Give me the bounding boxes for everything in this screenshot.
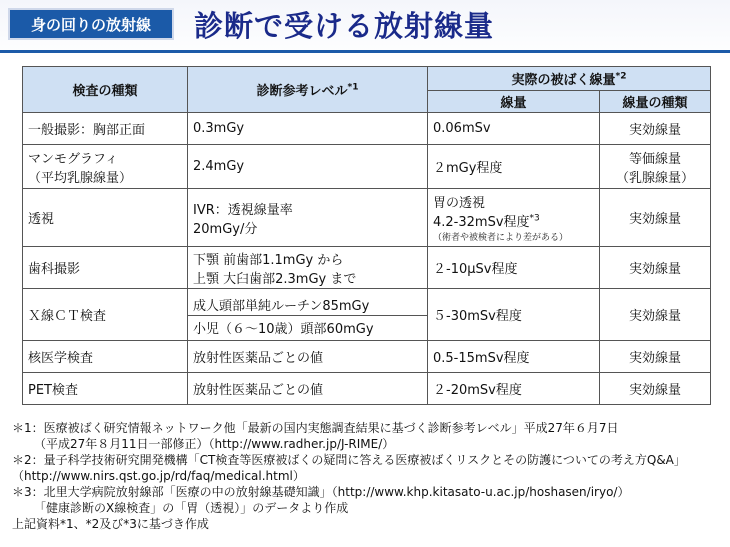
footnote-2: ＊2：量子科学技術研究開発機構「CT検査等医療被ばくの疑問に答える医療被ばくリスクとその防護についての考え方Q&A」（http://www.nirs.qst.go.jp/rd/faq/medical.html）	[12, 453, 686, 483]
cell-dose-type: 等価線量 （乳腺線量）	[600, 145, 711, 189]
cell-dose-type: 実効線量	[600, 289, 711, 341]
cell-dose: ２-10μSv程度	[428, 247, 600, 289]
table-row	[23, 289, 711, 341]
cell-reference: IVR：透視線量率 20mGy/分	[188, 189, 428, 247]
footnote-1-cont: （平成27年８月11日一部修正）（http://www.radher.jp/J-RIME/）	[34, 437, 395, 451]
cell-dose-type: 実効線量	[600, 373, 711, 405]
cell-exam-type: PET検査	[23, 373, 188, 405]
page-title: 診断で受ける放射線量	[194, 9, 495, 43]
table-row	[23, 189, 711, 247]
cell-exam-type: Ｘ線ＣＴ検査	[23, 289, 188, 341]
header-dose-type: 線量の種類	[600, 91, 711, 113]
header-reference-level: 診断参考レベル$^{*1}$	[188, 67, 428, 113]
cell-dose: 胃の透視 4.2-32mSv程度$^{*3}$ （術者や被検者により差がある）	[428, 189, 600, 247]
cell-dose-type: 実効線量	[600, 341, 711, 373]
category-tag: 身の回りの放射線	[8, 8, 174, 40]
dose-table	[22, 66, 711, 405]
cell-dose: 0.5-15mSv程度	[428, 341, 600, 373]
cell-dose: 0.06mSv	[428, 113, 600, 145]
cell-dose: ２-20mSv程度	[428, 373, 600, 405]
cell-dose: ５-30mSv程度	[428, 289, 600, 341]
footnote-1: ＊1：医療被ばく研究情報ネットワーク他「最新の国内実態調査結果に基づく診断参考レベル」平成27年６月7日	[12, 421, 619, 435]
cell-exam-type: 核医学検査	[23, 341, 188, 373]
cell-dose-type: 実効線量	[600, 189, 711, 247]
cell-exam-type: 透視	[23, 189, 188, 247]
table-row	[23, 145, 711, 189]
cell-exam-type: 歯科撮影	[23, 247, 188, 289]
cell-exam-type: 一般撮影：胸部正面	[23, 113, 188, 145]
footnote-3: ＊3：北里大学病院放射線部「医療の中の放射線基礎知識」（http://www.khp.kitasato-u.ac.jp/hoshasen/iryo/）	[12, 485, 630, 499]
cell-reference: 放射性医薬品ごとの値	[188, 373, 428, 405]
header-exam-type: 検査の種類	[23, 67, 188, 113]
footnotes	[12, 420, 724, 532]
table-row	[23, 247, 711, 289]
table-row	[23, 373, 711, 405]
cell-dose-type: 実効線量	[600, 247, 711, 289]
table-row	[23, 341, 711, 373]
cell-reference: 放射性医薬品ごとの値	[188, 341, 428, 373]
cell-reference: 成人頭部単純ルーチン85mGy 小児（６～10歳）頭部60mGy	[188, 289, 428, 341]
cell-dose-type: 実効線量	[600, 113, 711, 145]
cell-dose: ２mGy程度	[428, 145, 600, 189]
footnote-source: 上記資料*1、*2及び*3に基づき作成	[12, 517, 209, 531]
cell-reference: 下顎 前歯部1.1mGy から 上顎 大臼歯部2.3mGy まで	[188, 247, 428, 289]
table-header-row	[23, 67, 711, 91]
cell-reference: 2.4mGy	[188, 145, 428, 189]
header-actual-dose: 実際の被ばく線量$^{*2}$	[428, 67, 711, 91]
header-dose: 線量	[428, 91, 600, 113]
cell-reference: 0.3mGy	[188, 113, 428, 145]
table-row	[23, 113, 711, 145]
header-divider	[0, 50, 730, 53]
footnote-3-cont: 「健康診断のX線検査」の「胃（透視）」のデータより作成	[34, 501, 349, 515]
cell-exam-type: マンモグラフィ （平均乳腺線量）	[23, 145, 188, 189]
